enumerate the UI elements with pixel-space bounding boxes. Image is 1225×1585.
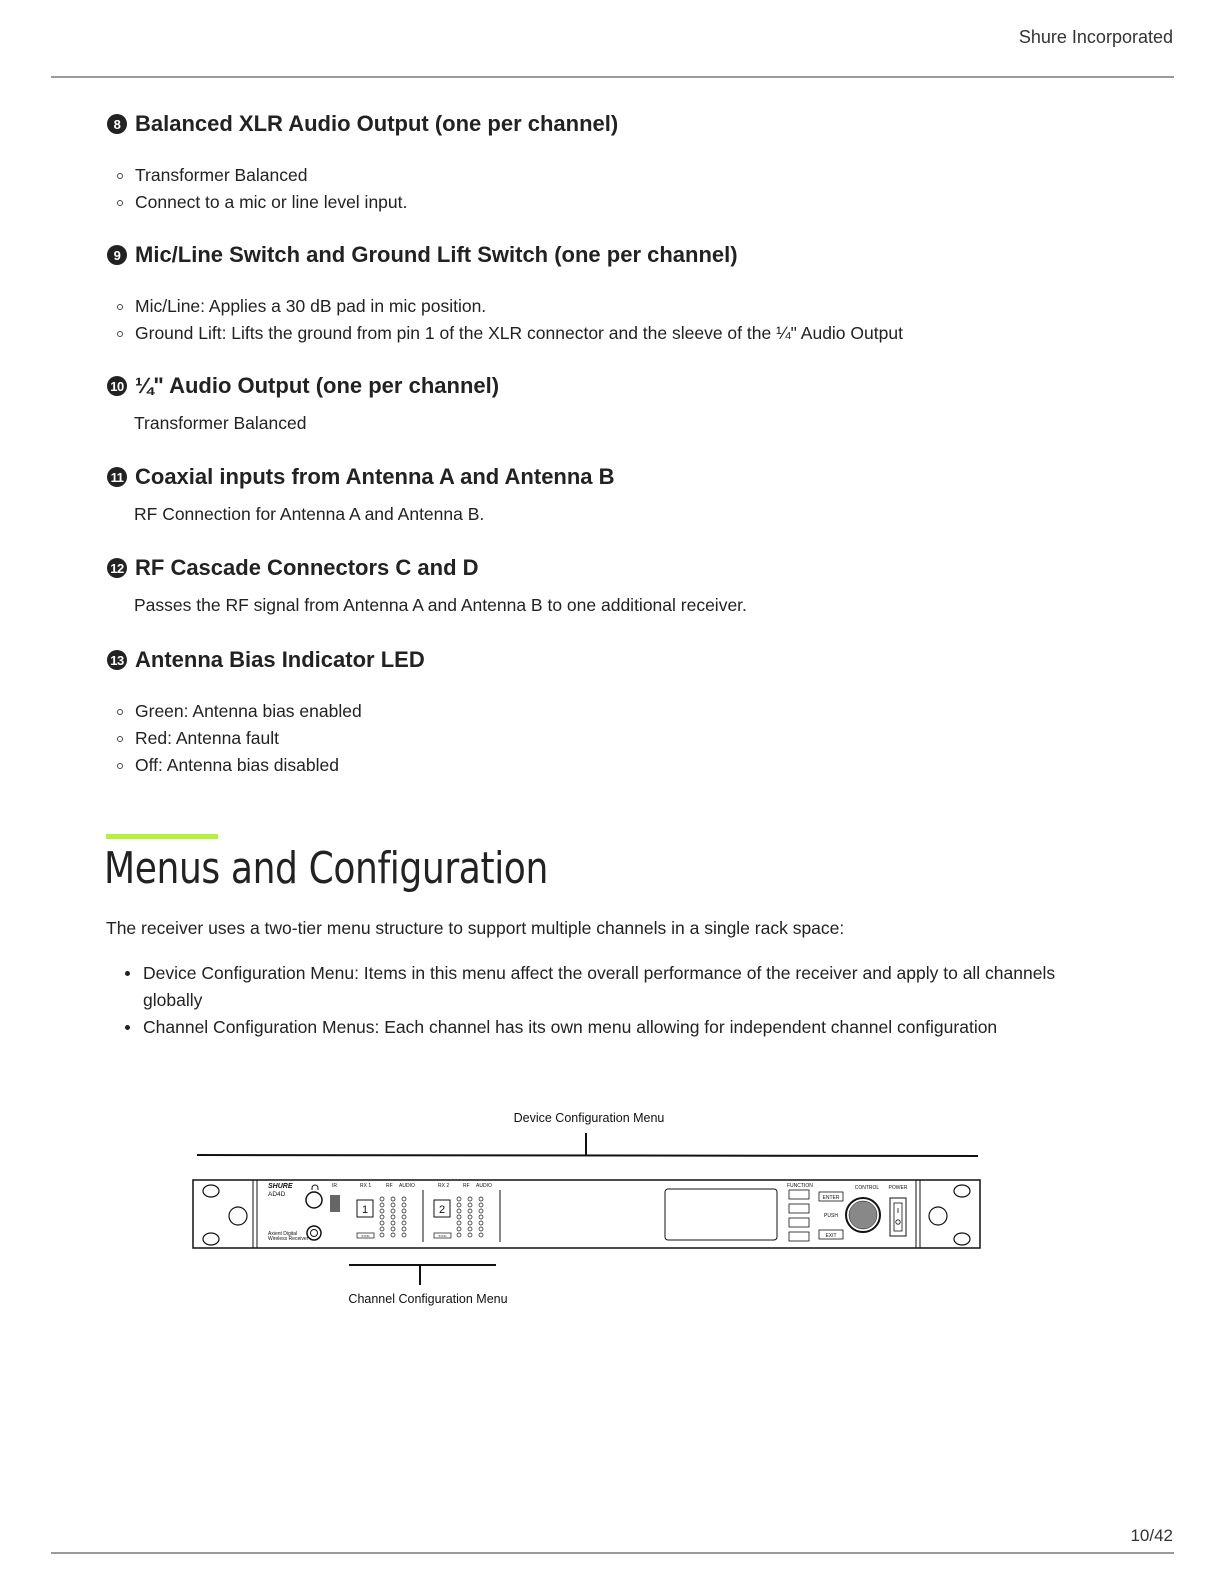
section-number-badge: 9 <box>107 245 127 265</box>
section-title: Antenna Bias Indicator LED <box>135 647 425 672</box>
rx2-label: RX 2 <box>438 1183 450 1189</box>
section-13 <box>107 646 425 779</box>
section-number-badge: 11 <box>107 467 127 487</box>
ir-window <box>330 1195 340 1212</box>
list-item: Device Configuration Menu: Items in this menu affect the overall performance of the receiver and apply to all channels globally <box>106 960 1096 1014</box>
list-item: Red: Antenna fault <box>107 725 425 752</box>
section-9 <box>107 241 903 347</box>
channel-2-number: 2 <box>438 1204 446 1216</box>
header-rule <box>51 76 1174 78</box>
channel-config-label: Channel Configuration Menu <box>348 1292 508 1306</box>
ir-label: IR <box>332 1183 337 1189</box>
list-item: Ground Lift: Lifts the ground from pin 1 of the XLR connector and the sleeve of the ¼" Audio Output <box>107 320 903 347</box>
section-title: Mic/Line Switch and Ground Lift Switch (one per channel) <box>135 242 738 267</box>
rf-label: RF <box>463 1183 470 1189</box>
function-button <box>789 1204 809 1213</box>
section-title: RF Cascade Connectors C and D <box>135 555 479 580</box>
menu-types-list <box>106 960 1096 1041</box>
section-text: RF Connection for Antenna A and Antenna B. <box>134 504 485 524</box>
control-label: CONTROL <box>854 1185 880 1191</box>
enter-label: ENTER <box>822 1195 840 1201</box>
push-label: PUSH <box>824 1213 838 1219</box>
audio-label: AUDIO <box>399 1183 415 1189</box>
function-label: FUNCTION <box>787 1183 813 1189</box>
device-description: Axient Digital <box>268 1231 298 1237</box>
function-button <box>789 1232 809 1241</box>
channel-1-number: 1 <box>361 1204 369 1216</box>
function-button <box>789 1190 809 1199</box>
page-number: 10/42 <box>1130 1526 1173 1545</box>
headphone-jack <box>307 1226 321 1240</box>
page-title: Menus and Configuration <box>104 843 548 894</box>
list-item: Off: Antenna bias disabled <box>107 752 425 779</box>
heading-accent-bar <box>106 834 218 839</box>
device-config-bracket <box>197 1155 978 1156</box>
section-11 <box>107 463 615 528</box>
section-text: Transformer Balanced <box>134 413 307 433</box>
intro-paragraph: The receiver uses a two-tier menu structure to support multiple channels in a single rack space: <box>106 918 845 938</box>
list-item: Mic/Line: Applies a 30 dB pad in mic position. <box>107 293 903 320</box>
section-number-badge: 10 <box>107 376 127 396</box>
section-text: Passes the RF signal from Antenna A and Antenna B to one additional receiver. <box>134 595 747 615</box>
section-12 <box>107 554 747 619</box>
section-title: ¼" Audio Output (one per channel) <box>135 373 500 398</box>
device-config-label: Device Configuration Menu <box>513 1111 665 1125</box>
section-number-badge: 12 <box>107 558 127 578</box>
section-title: Balanced XLR Audio Output (one per channel) <box>135 111 619 136</box>
brand-logo: SHURE <box>268 1183 293 1190</box>
device-description: Wireless Receiver <box>268 1236 309 1242</box>
section-10 <box>107 372 499 437</box>
function-button <box>789 1218 809 1227</box>
receiver-front-panel-figure <box>190 1100 990 1320</box>
audio-label: AUDIO <box>476 1183 492 1189</box>
section-number-badge: 8 <box>107 114 127 134</box>
list-item: Transformer Balanced <box>107 162 618 189</box>
footer-rule <box>51 1552 1174 1554</box>
exit-label: EXIT <box>825 1233 837 1239</box>
section-8 <box>107 110 618 216</box>
list-item: Channel Configuration Menus: Each channel has its own menu allowing for independent channel configuration <box>106 1014 1096 1041</box>
list-item: Green: Antenna bias enabled <box>107 698 425 725</box>
headphone-volume-knob <box>306 1192 322 1208</box>
power-label: POWER <box>888 1185 908 1191</box>
model-label: AD4D <box>268 1191 286 1198</box>
list-item: Connect to a mic or line level input. <box>107 189 618 216</box>
sync-label: SYNC <box>438 1234 447 1238</box>
section-number-badge: 13 <box>107 650 127 670</box>
header-company: Shure Incorporated <box>1018 27 1173 47</box>
section-title: Coaxial inputs from Antenna A and Antenna B <box>135 464 615 489</box>
rx1-label: RX 1 <box>360 1183 372 1189</box>
lcd-display <box>665 1189 777 1240</box>
sync-label: SYNC <box>361 1234 370 1238</box>
rf-label: RF <box>386 1183 393 1189</box>
